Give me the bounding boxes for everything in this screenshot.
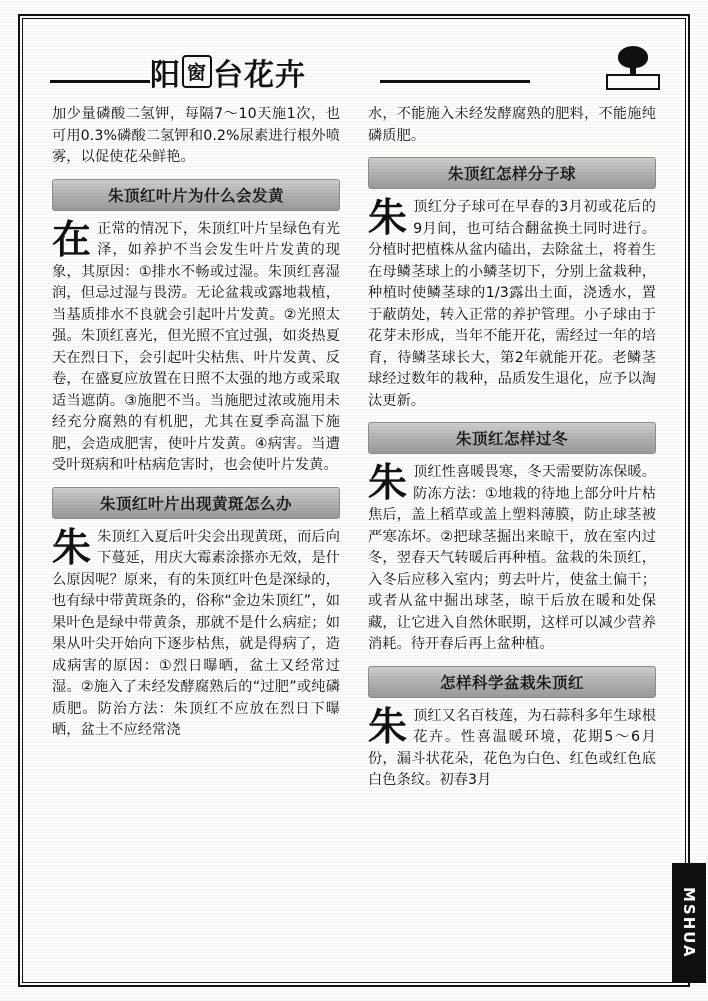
section-body-pot-culture xyxy=(368,706,656,792)
section-body-yellow-spots xyxy=(52,527,340,742)
section-body-text: 朱顶红入夏后叶尖会出现黄斑，而后向下蔓延，用庆大霉素涂搽亦无效，是什么原因呢？原来，有的朱顶红叶色是深绿的，也有绿中带黄斑条的，俗称“金边朱顶红”，如果叶色是绿中带黄条，那就不是什么病症；如果从叶尖开始向下逐步枯焦，就是得病了，造成病害的原因：①烈日曝晒，盆土又经常过湿。②施入了未经发酵腐熟后的“过肥”或纯磷质肥。防治方法：朱顶红不应放在烈日下曝晒，盆土不应经常浇 xyxy=(52,528,340,738)
section-heading-bulb-division xyxy=(368,157,656,189)
masthead-rule-right xyxy=(380,80,530,83)
section-heading-label: 怎样科学盆栽朱顶红 xyxy=(439,673,584,692)
section-heading-label: 朱顶红叶片出现黄斑怎么办 xyxy=(99,494,292,513)
section-body-overwintering xyxy=(368,462,656,656)
section-body-text: 顶红性喜暖畏寒，冬天需要防冻保暖。防冻方法：①地栽的待地上部分叶片枯焦后，盖上稻草或盖上塑料薄膜，防止球茎被严寒冻坏。②把球茎掘出来晾干，放在室内过冬，翌春天气转暖后再种植。盆栽的朱顶红，入冬后应移入室内；剪去叶片，使盆土偏干；或者从盆中掘出球茎，晾干后放在暖和处保藏，让它进入自然休眠期，这样可以减少营养消耗。待开春后再上盆种植。 xyxy=(368,464,656,652)
section-heading-label: 朱顶红叶片为什么会发黄 xyxy=(107,186,284,205)
dropcap-letter: 朱 xyxy=(368,704,408,750)
section-body-bulb-division xyxy=(368,197,656,412)
right-column xyxy=(368,104,656,954)
masthead-title-boxed: 窗 xyxy=(182,55,212,88)
tree-logo-icon xyxy=(602,44,666,96)
section-body-text: 顶红又名百枝莲，为石蒜科多年生球根花卉。性喜温暖环境，花期5～6月份，漏斗状花朵，花色为白色、红色或红色底白色条纹。初春3月 xyxy=(368,707,656,788)
dropcap-letter: 朱 xyxy=(368,461,408,506)
section-heading-overwintering xyxy=(368,422,656,454)
masthead-title-part1: 阳 xyxy=(150,58,181,93)
section-body-yellow-leaves xyxy=(52,219,340,477)
tree-base-shape xyxy=(606,74,660,90)
section-heading-yellow-leaves xyxy=(52,179,340,211)
article-columns xyxy=(52,104,656,954)
side-tab xyxy=(672,863,706,983)
side-tab-label: MSHUA xyxy=(680,887,698,959)
page-title xyxy=(150,50,306,94)
section-heading-yellow-spots xyxy=(52,487,340,519)
section-heading-label: 朱顶红怎样分子球 xyxy=(447,165,576,183)
section-body-text: 正常的情况下，朱顶红叶片呈绿色有光泽，如养护不当会发生叶片发黄的现象，其原因：①排水不畅或过湿。朱顶红喜湿润，但忌过湿与畏涝。无论盆栽或露地栽植，当基质排水不良就会引起叶片发黄。②光照太强。朱顶红喜光，但光照不宜过强，如炎热夏天在烈日下，会引起叶尖枯焦、叶片发黄、反卷，在盛夏应放置在日照不太强的地方或采取适当遮荫。③施肥不当。当施肥过浓或施用未经充分腐熟的有机肥，尤其在夏季高温下施肥，会造成肥害，使叶片发黄。④病害。当遭受叶斑病和叶枯病危害时，也会使叶片发黄。 xyxy=(52,220,340,473)
right-intro-paragraph: 水，不能施入未经发酵腐熟的肥料，不能施纯磷质肥。 xyxy=(368,106,656,144)
masthead-rule-left xyxy=(50,80,150,83)
dropcap-letter: 朱 xyxy=(368,196,408,241)
left-column xyxy=(52,104,340,954)
masthead-title-part2: 台花卉 xyxy=(213,58,307,93)
section-body-text: 顶红分子球可在早春的3月初或花后的9月间，也可结合翻盆换土同时进行。分植时把植株从盆内磕出，去除盆土，将着生在母鳞茎球上的小鳞茎切下，分别上盆栽种，种植时使鳞茎球的1/3露出土面，浇透水，置于蔽荫处，转入正常的养护管理。小子球由于花芽未形成，当年不能开花，需经过一年的培育，待鳞茎球长大，第2年就能开花。老鳞茎球经过数年的栽种，品质发生退化，应予以淘汰更新。 xyxy=(368,199,656,409)
left-intro-paragraph: 加少量磷酸二氢钾，每隔7～10天施1次，也可用0.3%磷酸二氢钾和0.2%尿素进行根外喷雾，以促使花朵鲜艳。 xyxy=(52,106,340,165)
section-heading-pot-culture xyxy=(368,666,656,698)
dropcap-letter: 在 xyxy=(52,217,92,263)
section-heading-label: 朱顶红怎样过冬 xyxy=(455,430,568,448)
dropcap-letter: 朱 xyxy=(52,525,92,571)
masthead xyxy=(50,44,668,100)
